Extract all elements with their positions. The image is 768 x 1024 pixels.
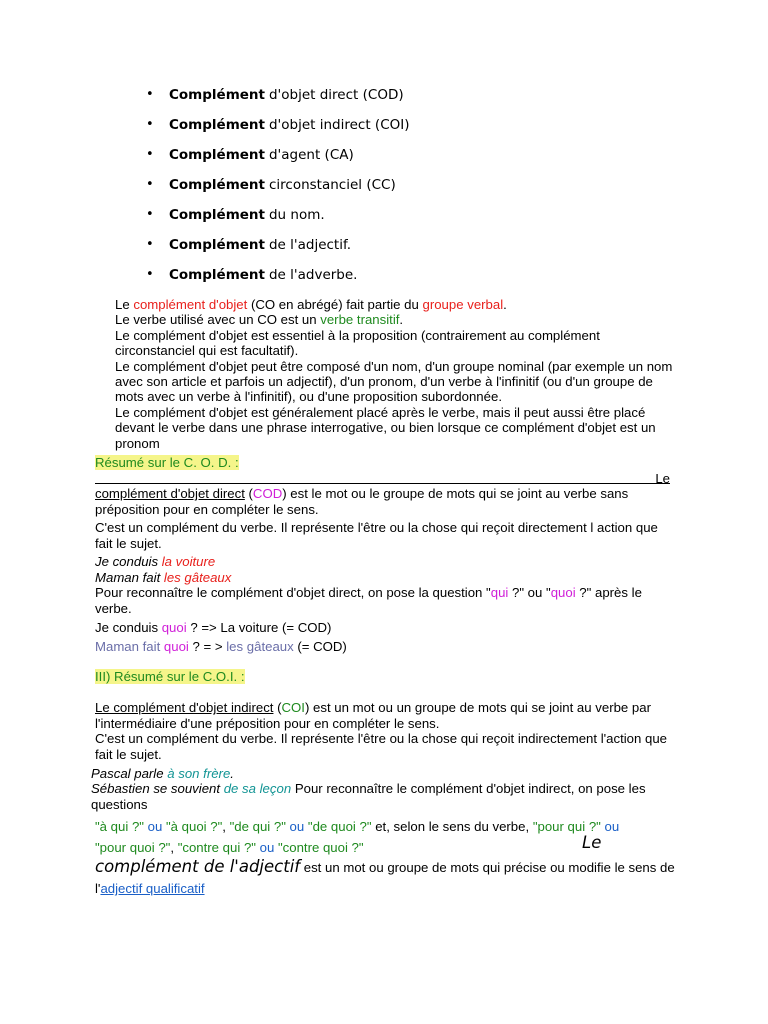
bullet-icon: •	[146, 177, 154, 192]
cod-heading: Résumé sur le C. O. D. :	[95, 455, 239, 470]
list-item: • Complément circonstanciel (CC)	[146, 174, 410, 204]
cod-example-2: Maman fait les gâteaux	[95, 570, 232, 585]
cod-answer-2: Maman fait quoi ? = > les gâteaux (= COD)	[95, 639, 347, 654]
bullet-icon: •	[146, 87, 154, 102]
list-item: • Complément de l'adjectif.	[146, 234, 410, 264]
list-item: • Complément du nom.	[146, 204, 410, 234]
coi-questions: "à qui ?" ou "à quoi ?", "de qui ?" ou "de quoi ?" et, selon le sens du verbe, "pour qui ?" ou "pour quoi ?", "contre qui ?" ou "contre quoi ?"	[95, 819, 620, 855]
list-item: • Complément de l'adverbe.	[146, 264, 410, 294]
divider	[95, 483, 670, 484]
intro-line: Le complément d'objet (CO en abrégé) fait partie du groupe verbal.	[115, 297, 507, 312]
cod-example-1: Je conduis la voiture	[95, 554, 216, 569]
adjective-le: Le	[582, 833, 602, 852]
cod-le: Le	[655, 471, 670, 486]
coi-definition: Le complément d'objet indirect (COI) est un mot ou un groupe de mots qui se joint au verbe par l'intermédiaire d'une préposition pour en compléter le sens.	[95, 700, 651, 731]
bullet-icon: •	[146, 207, 154, 222]
coi-heading: III) Résumé sur le C.O.I. :	[95, 669, 245, 684]
bullet-icon: •	[146, 117, 154, 132]
intro-line: Le complément d'objet peut être composé d'un nom, d'un groupe nominal (par exemple un nom avec son article et parfois un adjectif), d'un pronom, d'un verbe à l'infinitif (ou d'un groupe de mots avec un verbe à l'infinitif), ou d'une proposition subordonnée.	[115, 358, 673, 405]
cod-description: C'est un complément du verbe. Il représente l'être ou la chose qui reçoit directement l action que fait le sujet.	[95, 520, 658, 551]
coi-example-1: Pascal parle à son frère.	[91, 766, 234, 781]
bullet-icon: •	[146, 147, 154, 162]
coi-description: C'est un complément du verbe. Il représente l'être ou la chose qui reçoit indirectement l'action que fait le sujet.	[95, 731, 667, 762]
cod-answer-1: Je conduis quoi ? => La voiture (= COD)	[95, 620, 332, 635]
cod-question-rule: Pour reconnaître le complément d'objet direct, on pose la question "qui ?" ou "quoi ?" après le verbe.	[95, 585, 642, 616]
list-item: • Complément d'objet indirect (COI)	[146, 114, 410, 144]
complement-type-list	[146, 84, 410, 294]
coi-example-2: Sébastien se souvient de sa leçon Pour reconnaître le complément d'objet indirect, on pose les questions	[91, 781, 646, 812]
bullet-icon: •	[146, 267, 154, 282]
intro-line: Le complément d'objet est essentiel à la proposition (contrairement au complément circonstanciel qui est facultatif).	[115, 327, 600, 359]
bullet-icon: •	[146, 237, 154, 252]
adjective-definition: complément de l'adjectif est un mot ou groupe de mots qui précise ou modifie le sens de l'adjectif qualificatif	[95, 857, 675, 896]
list-item: • Complément d'objet direct (COD)	[146, 84, 410, 114]
adjectif-qualificatif-link[interactable]: adjectif qualificatif	[100, 881, 205, 896]
intro-line: Le verbe utilisé avec un CO est un verbe transitif.	[115, 312, 404, 328]
intro-line: Le complément d'objet est généralement placé après le verbe, mais il peut aussi être placé devant le verbe dans une phrase interrogative, ou bien lorsque ce complément d'objet est un pronom	[115, 404, 656, 451]
intro-paragraph	[115, 297, 675, 451]
cod-definition: complément d'objet direct (COD) est le mot ou le groupe de mots qui se joint au verbe sans préposition pour en compléter le sens.	[95, 486, 629, 517]
list-item: • Complément d'agent (CA)	[146, 144, 410, 174]
